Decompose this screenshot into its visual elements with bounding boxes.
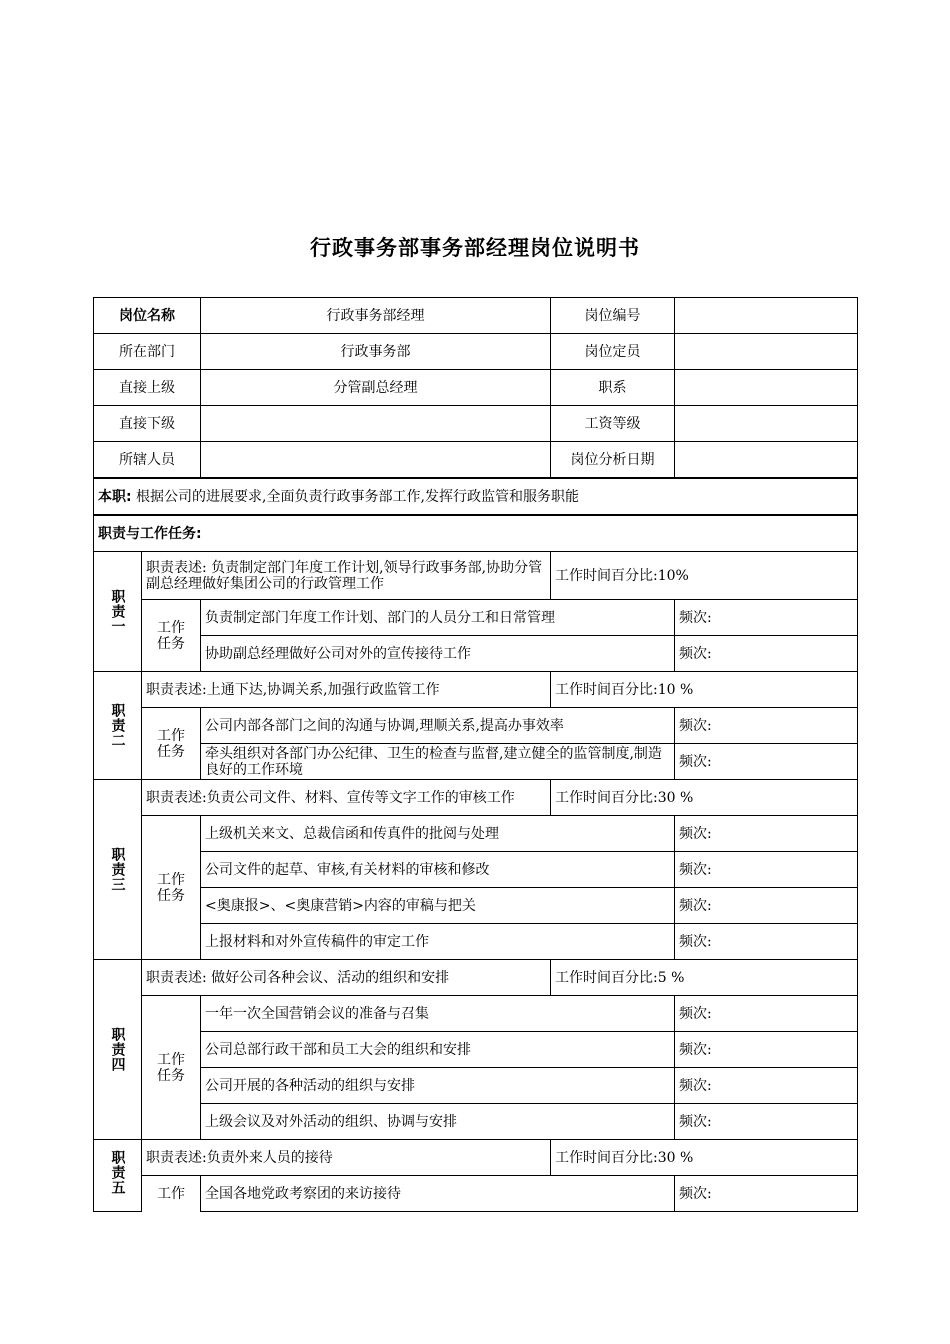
- duty-3-task-1-freq: 频次:: [675, 816, 858, 852]
- document-title: 行政事务部事务部经理岗位说明书: [310, 236, 640, 260]
- duty-3-task-4-freq: 频次:: [675, 924, 858, 960]
- section-header-row: [94, 515, 858, 552]
- duty-3-label-cell: [94, 780, 142, 960]
- duty-5-task-label: 工作: [142, 1176, 201, 1212]
- duty-3-task-2-freq: 频次:: [675, 852, 858, 888]
- basic-row: [94, 298, 858, 334]
- summary-label: 本职: [98, 488, 126, 505]
- task-label-text: 工作任务: [157, 619, 185, 652]
- basic-row: [94, 370, 858, 406]
- value-job-family: [675, 370, 858, 406]
- duty-5-task-1: 全国各地党政考察团的来访接待: [201, 1176, 675, 1212]
- label-position-name: 岗位名称: [94, 298, 201, 334]
- duty-row: [94, 552, 858, 600]
- value-analysis-date: [675, 442, 858, 479]
- duty-1-task-1: 负责制定部门年度工作计划、部门的人员分工和日常管理: [201, 600, 675, 636]
- label-staff-managed: 所辖人员: [94, 442, 201, 479]
- label-headcount: 岗位定员: [551, 334, 675, 370]
- summary-text: 根据公司的进展要求,全面负责行政事务部工作,发挥行政监管和服务职能: [131, 488, 579, 505]
- basic-row: [94, 442, 858, 479]
- duty-1-desc: 职责表述: 负责制定部门年度工作计划,领导行政事务部,协助分管副总经理做好集团公司的行政管理工作: [142, 552, 551, 600]
- task-row: [94, 996, 858, 1032]
- summary-colon: :: [126, 488, 132, 505]
- duty-4-label: 职责四: [109, 1027, 126, 1072]
- duty-3-task-1: 上级机关来文、总裁信函和传真件的批阅与处理: [201, 816, 675, 852]
- value-headcount: [675, 334, 858, 370]
- duty-5-pct: 工作时间百分比:30 %: [551, 1140, 858, 1176]
- value-salary-grade: [675, 406, 858, 442]
- task-label-text: 工作任务: [157, 1051, 185, 1084]
- task-row: [94, 744, 858, 780]
- duty-2-task-1: 公司内部各部门之间的沟通与协调,理顺关系,提高办事效率: [201, 708, 675, 744]
- duty-row: [94, 780, 858, 816]
- duty-row: [94, 672, 858, 708]
- task-row: [94, 816, 858, 852]
- duty-3-desc: 职责表述:负责公司文件、材料、宣传等文字工作的审核工作: [142, 780, 551, 816]
- duty-3-task-label: [142, 816, 201, 960]
- basic-row: [94, 406, 858, 442]
- duty-5-label-cell: [94, 1140, 142, 1212]
- duty-4-task-4-freq: 频次:: [675, 1104, 858, 1140]
- task-row: [94, 1068, 858, 1104]
- duty-5-label: 职责五: [109, 1150, 126, 1195]
- task-label-text: 工作任务: [157, 871, 185, 904]
- duty-3-pct: 工作时间百分比:30 %: [551, 780, 858, 816]
- duty-4-task-2-freq: 频次:: [675, 1032, 858, 1068]
- duty-5-desc: 职责表述:负责外来人员的接待: [142, 1140, 551, 1176]
- value-department: 行政事务部: [201, 334, 551, 370]
- duty-2-desc: 职责表述:上通下达,协调关系,加强行政监管工作: [142, 672, 551, 708]
- label-salary-grade: 工资等级: [551, 406, 675, 442]
- task-row: [94, 888, 858, 924]
- task-row: [94, 1104, 858, 1140]
- duty-row: [94, 1140, 858, 1176]
- basic-row: [94, 334, 858, 370]
- duty-2-label: 职责二: [109, 703, 126, 748]
- duty-1-task-label: [142, 600, 201, 672]
- duty-4-task-3-freq: 频次:: [675, 1068, 858, 1104]
- duty-4-label-cell: [94, 960, 142, 1140]
- duty-4-task-label: [142, 996, 201, 1140]
- label-position-code: 岗位编号: [551, 298, 675, 334]
- duty-2-pct: 工作时间百分比:10 %: [551, 672, 858, 708]
- duty-3-task-2: 公司文件的起草、审核,有关材料的审核和修改: [201, 852, 675, 888]
- duty-3-task-4: 上报材料和对外宣传稿件的审定工作: [201, 924, 675, 960]
- duty-4-task-1: 一年一次全国营销会议的准备与召集: [201, 996, 675, 1032]
- duty-1-task-2-freq: 频次:: [675, 636, 858, 672]
- duty-3-label: 职责三: [109, 847, 126, 892]
- task-row: [94, 1032, 858, 1068]
- duty-1-task-1-freq: 频次:: [675, 600, 858, 636]
- duty-4-task-3: 公司开展的各种活动的组织与安排: [201, 1068, 675, 1104]
- label-department: 所在部门: [94, 334, 201, 370]
- task-row: [94, 708, 858, 744]
- duty-2-task-2-freq: 频次:: [675, 744, 858, 780]
- label-direct-subordinate: 直接下级: [94, 406, 201, 442]
- value-position-code: [675, 298, 858, 334]
- value-direct-subordinate: [201, 406, 551, 442]
- duty-4-task-4: 上级会议及对外活动的组织、协调与安排: [201, 1104, 675, 1140]
- summary-cell: [94, 478, 858, 515]
- label-job-family: 职系: [551, 370, 675, 406]
- task-label-text: 工作任务: [157, 727, 185, 760]
- task-row: [94, 600, 858, 636]
- value-direct-superior: 分管副总经理: [201, 370, 551, 406]
- duty-3-task-3: <奥康报>、<奥康营销>内容的审稿与把关: [201, 888, 675, 924]
- task-row: [94, 636, 858, 672]
- duty-2-task-2: 牵头组织对各部门办公纪律、卫生的检查与监督,建立健全的监管制度,制造良好的工作环境: [201, 744, 675, 780]
- label-analysis-date: 岗位分析日期: [551, 442, 675, 479]
- duty-2-task-1-freq: 频次:: [675, 708, 858, 744]
- duty-1-label-cell: [94, 552, 142, 672]
- section-title: 职责与工作任务:: [94, 515, 858, 552]
- task-row: [94, 924, 858, 960]
- label-direct-superior: 直接上级: [94, 370, 201, 406]
- duty-5-task-1-freq: 频次:: [675, 1176, 858, 1212]
- duty-4-task-1-freq: 频次:: [675, 996, 858, 1032]
- duty-4-pct: 工作时间百分比:5 %: [551, 960, 858, 996]
- task-row: [94, 852, 858, 888]
- duty-2-task-label: [142, 708, 201, 780]
- summary-row: [94, 478, 858, 515]
- value-staff-managed: [201, 442, 551, 479]
- duty-2-label-cell: [94, 672, 142, 780]
- job-description-table: [93, 297, 858, 1212]
- duty-1-task-2: 协助副总经理做好公司对外的宣传接待工作: [201, 636, 675, 672]
- value-position-name: 行政事务部经理: [201, 298, 551, 334]
- task-row: [94, 1176, 858, 1212]
- duty-3-task-3-freq: 频次:: [675, 888, 858, 924]
- duty-4-task-2: 公司总部行政干部和员工大会的组织和安排: [201, 1032, 675, 1068]
- duty-row: [94, 960, 858, 996]
- duty-4-desc: 职责表述: 做好公司各种会议、活动的组织和安排: [142, 960, 551, 996]
- duty-1-pct: 工作时间百分比:10%: [551, 552, 858, 600]
- duty-1-label: 职责一: [109, 589, 126, 634]
